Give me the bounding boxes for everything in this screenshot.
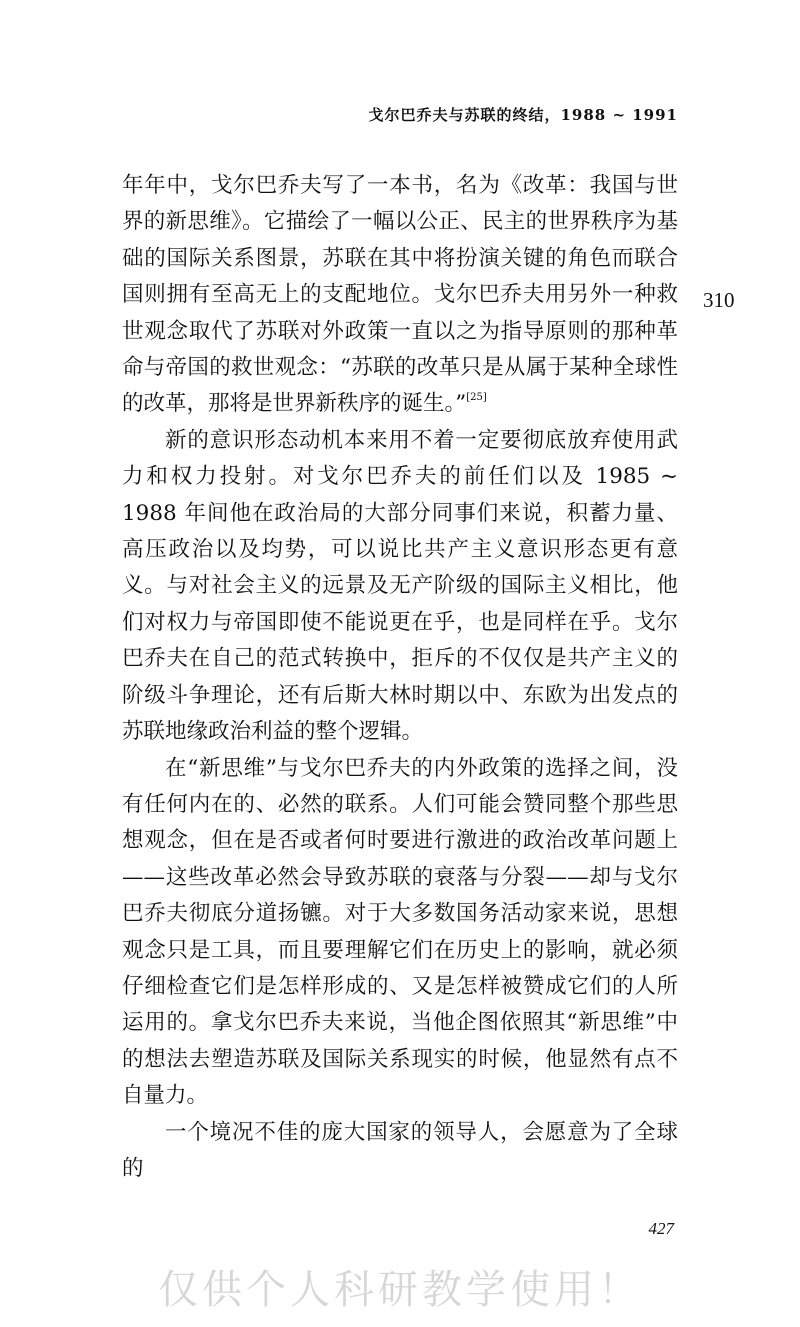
page-number: 427 bbox=[648, 1219, 674, 1238]
footnote-ref[interactable]: [25] bbox=[466, 392, 487, 404]
watermark: 仅供个人科研教学使用！ bbox=[158, 1267, 642, 1313]
paragraph: 一个境况不佳的庞大国家的领导人，会愿意为了全球的 bbox=[122, 1119, 678, 1181]
paragraph: 新的意识形态动机本来用不着一定要彻底放弃使用武力和权力投射。对戈尔巴乔夫的前任们以及 1985 ~ 1988 年间他在政治局的大部分同事们来说，积蓄力量、高压政治以及均势，可以说比共产主义意识形态更有意义。与对社会主义的远景及无产阶级的国际主义相比，他们对权力与帝国即使不能说更在乎，也是同样在乎。戈尔巴乔夫在自己的范式转换中，拒斥的不仅仅是共产主义的阶级斗争理论，还有后斯大林时期以中、东欧为出发点的苏联地缘政治利益的整个逻辑。 bbox=[122, 427, 678, 745]
paragraph bbox=[122, 168, 678, 423]
original-page-marker: 310 bbox=[703, 288, 735, 312]
body-text bbox=[122, 168, 678, 1187]
paragraph: 在“新思维”与戈尔巴乔夫的内外政策的选择之间，没有任何内在的、必然的联系。人们可能会赞同整个那些思想观念，但在是否或者何时要进行激进的政治改革问题上——这些改革必然会导致苏联的衰落与分裂——却与戈尔巴乔夫彻底分道扬镳。对于大多数国务活动家来说，思想观念只是工具，而且要理解它们在历史上的影响，就必须仔细检查它们是怎样形成的、又是怎样被赞成它们的人所运用的。拿戈尔巴乔夫来说，当他企图依照其“新思维”中的想法去塑造苏联及国际关系现实的时候，他显然有点不自量力。 bbox=[122, 755, 678, 1109]
paragraph-text: 年年中，戈尔巴乔夫写了一本书，名为《改革：我国与世界的新思维》。它描绘了一幅以公正、民主的世界秩序为基础的国际关系图景，苏联在其中将扮演关键的角色而联合国则拥有至高无上的支配地位。戈尔巴乔夫用另外一种救世观念取代了苏联对外政策一直以之为指导原则的那种革命与帝国的救世观念：“苏联的改革只是从属于某种全球性的改革，那将是世界新秩序的诞生。” bbox=[122, 173, 678, 417]
running-header: 戈尔巴乔夫与苏联的终结，1988 ~ 1991 bbox=[368, 106, 678, 124]
